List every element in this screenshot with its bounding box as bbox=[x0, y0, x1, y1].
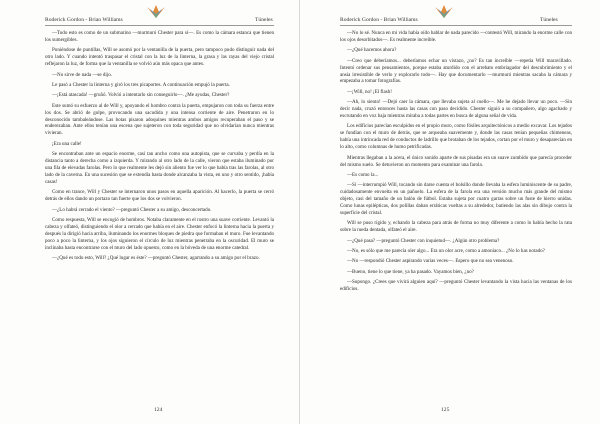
publisher-logo-icon bbox=[144, 3, 168, 19]
paragraph: —¡Está atascada! —gruñó. Volvió a intentarlo sin conseguirlo—. ¿Me ayudas, Chester? bbox=[52, 92, 230, 99]
paragraph: —No —respondió Chester aspirando varias veces—. Espero que no sea venenoso. bbox=[347, 258, 514, 265]
running-header-title: Túneles bbox=[255, 17, 273, 23]
page-body bbox=[45, 30, 274, 410]
paragraph: —No lo sé. Nunca en mi vida había oído hablar de nada parecido —contestó Will, mirando la enorme calle con los ojos desorbitados—. Es realmente increíble. bbox=[340, 30, 572, 43]
right-page bbox=[300, 0, 600, 424]
running-header-title: Túneles bbox=[540, 17, 558, 23]
paragraph: —¿Lo habrá cerrado el viento? —preguntó Chester a su amigo, desconcertado. bbox=[52, 206, 212, 213]
header-rule bbox=[340, 25, 572, 26]
paragraph: Este sumó su esfuerzo al de Will y, apoyando el hombro contra la puerta, empujaron con toda su fuerza entre los dos. Se abrió de golpe, provocando una sacudida y una intensa corriente de aire. Penetraron en lo desconocido tambaleándose. Las botas pisaron adoquines mientras ambos amigos recuperaban el paso y se enderezaban. Ante ellos tenían una escena que sujeteron con toda seguridad que no olvidarían nunca mientras vivieran. bbox=[45, 102, 274, 137]
paragraph: Los edificios parecían esculpidos en el propio muro, como fósiles arquitectónicos a medio excavar. Los tejados se fundían con el muro de detrás, que se arqueaba suavemente y, donde las casas tenían pequeñas chimeneas, había una intrincada red de conductos de ladrillo que brotaban de los tejados, cortan por el muro y desaparecían en lo alto, como columnas de humo petrificadas. bbox=[340, 123, 572, 151]
running-header-authors: Roderick Gordon - Brian Williams bbox=[45, 17, 123, 23]
paragraph: —¿Qué hacemos ahora? bbox=[347, 47, 397, 54]
paragraph: —¿Qué pasa? —preguntó Chester con inquietud—. ¿Algún otro problema? bbox=[347, 237, 500, 244]
paragraph: —¿Qué es todo esto, Will? ¿Qué lugar es éste? —preguntó Chester, agarrando a su amigo por el brazo. bbox=[52, 254, 260, 261]
paragraph: Will se puso rígido y, echando la cabeza para atrás de forma no muy diferente a como lo había hecho la rata sobre la rueda dentada, olfateó el aire. bbox=[340, 220, 572, 234]
paragraph: ¡Era una calle! bbox=[52, 140, 82, 147]
header-rule bbox=[45, 25, 274, 26]
paragraph: —Ah, lo siento! —Dejó caer la cámara, que llevaba sujeta al cuello—. Me he dejado llevar un poco. —Sin decir nada, cruzó entonces hasta las casas con paso decidido. Chester siguió a su compañero, algo agachado y escrutando en voz baja mientras miraba a todas partes en busca de alguna señal de vida. bbox=[340, 99, 572, 120]
paragraph: Le pasó a Chester la linterna y giró los tres picaportes. A continuación empujó la puerta. bbox=[52, 81, 230, 88]
publisher-logo-icon bbox=[432, 3, 456, 19]
paragraph: —Es como la... bbox=[347, 171, 379, 178]
paragraph: —¡Will, no! ¡El flash! bbox=[347, 88, 392, 95]
paragraph: —No sirve de nada —se dijo. bbox=[52, 71, 112, 78]
paragraph: —Creo que deberíamos... deberíamos echar un vistazo, ¿no? Es tan increíble —repetía Will maravillado. Intentó ordenar sus pensamientos, porque estaba aturdido con el arrebato embriagador del descubrimiento y el ansia irresistible de verlo y explorarlo todo—. Hay que documentarlo —murmuró mientras sacaba la cámara y empezaba a tomar fotografías. bbox=[340, 57, 572, 85]
paragraph: —Supongo. ¿Crees que vivirá alguien aquí? —preguntó Chester levantando la vista hacia las ventanas de los edificios. bbox=[340, 279, 572, 293]
page-number: 124 bbox=[154, 407, 163, 413]
paragraph: Como en trance, Will y Chester se internaron unos pasos en aquella aparición. Al hacerlo, la puerta se cerró detrás de ellos dando un portazo tan fuerte que los dos se volvieron. bbox=[45, 189, 274, 203]
paragraph: Como respuesta, Will se encogió de hombros. Notaba claramente en el rostro una suave corriente. Levantó la cabeza y olfateó, distinguiendo el olor a cerrado que había en el aire. Chester enfocó la linterna hacia la puerta y después la dirigió hacia arriba, iluminando los enormes bloques de piedra que formaban el muro. Fue levantando poco a poco la linterna, y los ojos siguieron el círculo de luz mientras penetraba en la oscuridad. El muro se inclinaba hasta encontrarse con el muro del lado opuesto, como en la bóveda de una enorme catedral. bbox=[45, 216, 274, 251]
paragraph: —Bueno, tiene lo que tiene, ya ha pasado. Vayamos bien, ¿no? bbox=[347, 268, 474, 275]
paragraph: Poniéndose de puntillas, Will se asomó por la ventanilla de la puerta, pero tampoco pudo distinguir nada del otro lado. Y cuando intentó traspasar el cristal con la luz de la linterna, la grasa y las rayas del viejo cristal reflejaron la luz, de forma que la ventanilla se volvió aún más opaca que antes. bbox=[45, 47, 274, 68]
paragraph: —No, es sólo que me parecía oler algo... Era un olor acre, como a amoniaco... ¿No lo has notado? bbox=[347, 248, 545, 255]
paragraph: Mientras llegaban a la acera, el único sonido aparte de sus pisadas era un suave zumbido que parecía proceder del mismo suelo. Se detuvieron un momento para examinar una farola. bbox=[340, 154, 572, 168]
page-number: 125 bbox=[441, 407, 450, 413]
paragraph: Se encontraban ante un espacio enorme, casi tan ancho como una autopista, que se curvaba y perdía en la distancia tanto a derecha como a izquierda. Y mirando al otro lado de la calle, vieron que estaba iluminado por una fila de elevadas farolas. Pero lo que realmente les dejó sin aliento fue ver lo que había tras las farolas, al otro lado de la caverna. En una sucesión que se extendía hasta donde alcanzaba la vista, en uno y otro sentido, ¡había casas! bbox=[45, 151, 274, 185]
running-header-authors: Roderick Gordon - Brian Williams bbox=[340, 17, 418, 23]
paragraph: —Sí —interrumpió Will, tocando sin darse cuenta el bolsillo donde llevaba la esfera luminiscente de su padre, cuidadosamente envuelta en un pañuelo. La esfera de la farola era una versión mucho más grande del mismo objeto, casi del tamaño de un balón de fútbol. Estaba sujeta por cuatro garras sobre un fuste de hierro unidas. Como lunas epilépticas, dos polillas daban erráticas vueltas a su alrededor, batiendo las alas sin dibujo contra la superficie del cristal. bbox=[340, 182, 572, 216]
page-body bbox=[340, 30, 572, 410]
paragraph: —Todo esto es como de un submarino —murmuró Chester para sí—. Es como la cámara estanca que tienen los sumergibles. bbox=[45, 30, 274, 43]
